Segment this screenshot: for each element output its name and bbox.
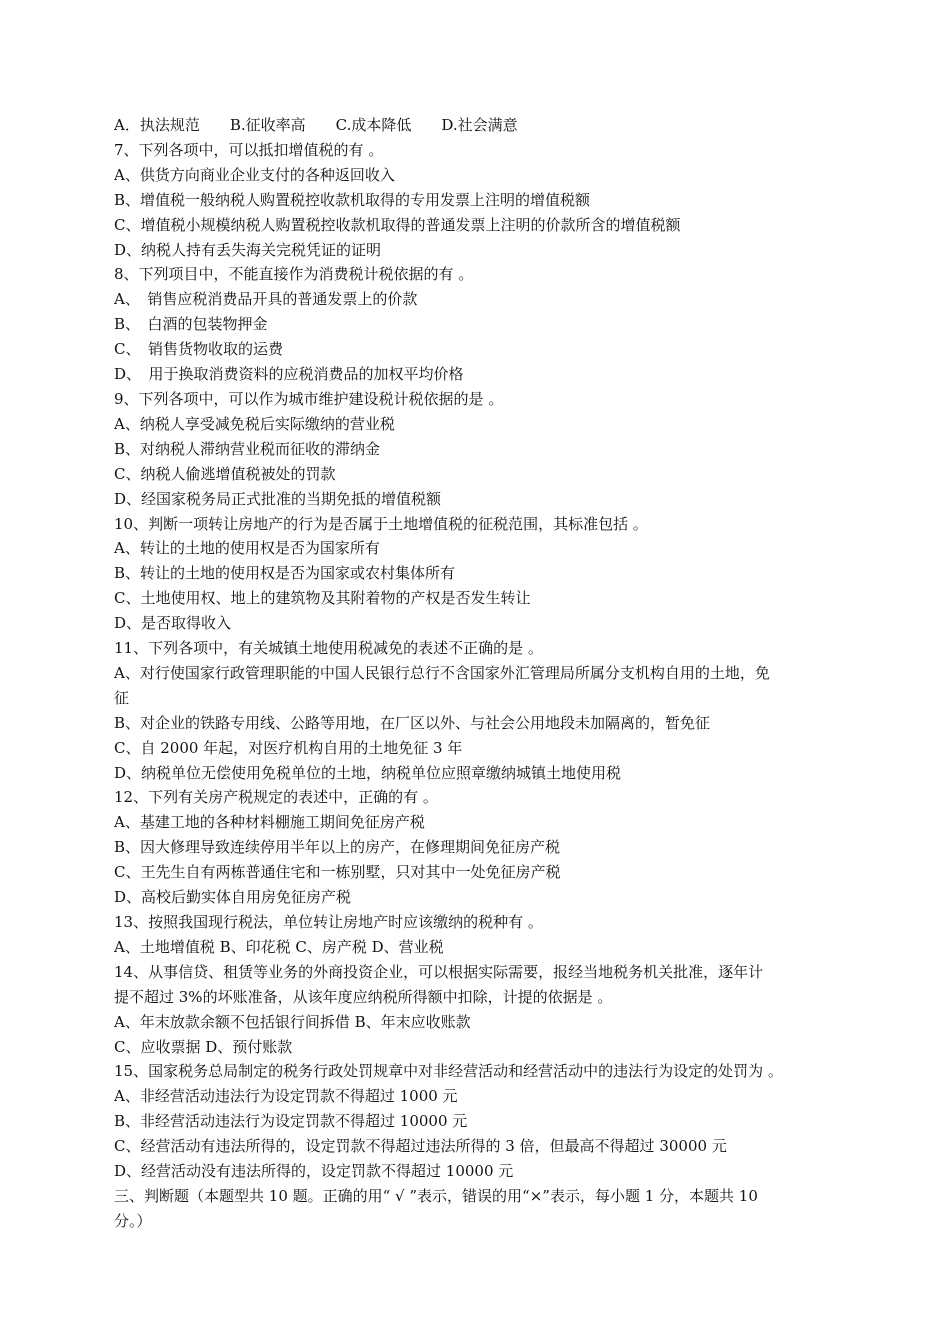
q7-option-d: D、纳税人持有丢失海关完税凭证的证明 xyxy=(114,240,382,259)
question-14: 14、从事信贷、租赁等业务的外商投资企业，可以根据实际需要，报经当地税务机关批准，逐年计 xyxy=(114,962,764,981)
q8-option-a: A、 销售应税消费品开具的普通发票上的价款 xyxy=(114,290,418,309)
q8-option-c: C、 销售货物收取的运费 xyxy=(114,340,283,359)
q9-option-b: B、对纳税人滞纳营业税而征收的滞纳金 xyxy=(114,439,381,458)
q12-option-d: D、高校后勤实体自用房免征房产税 xyxy=(114,888,352,907)
question-12: 12、下列有关房产税规定的表述中，正确的有 。 xyxy=(114,788,438,807)
question-14-continued: 提不超过 3%的坏账准备，从该年度应纳税所得额中扣除，计提的依据是 。 xyxy=(114,987,613,1006)
section-3-heading: 三、判断题（本题型共 10 题。正确的用“ √ ”表示，错误的用“×”表示，每小题 1 分，本题共 10 xyxy=(114,1186,758,1205)
question-9: 9、下列各项中，可以作为城市维护建设税计税依据的是 。 xyxy=(114,389,504,408)
q12-option-a: A、基建工地的各种材料棚施工期间免征房产税 xyxy=(114,813,425,832)
q9-option-c: C、纳税人偷逃增值税被处的罚款 xyxy=(114,464,336,483)
q14-options-cd: C、应收票据 D、预付账款 xyxy=(114,1037,293,1056)
q11-option-a: A、对行使国家行政管理职能的中国人民银行总行不含国家外汇管理局所属分支机构自用的土地，免 xyxy=(114,663,770,682)
q15-option-c: C、经营活动有违法所得的，设定罚款不得超过违法所得的 3 倍，但最高不得超过 30000 元 xyxy=(114,1137,727,1156)
q9-option-a: A、纳税人享受减免税后实际缴纳的营业税 xyxy=(114,414,395,433)
question-11: 11、下列各项中，有关城镇土地使用税减免的表述不正确的是 。 xyxy=(114,639,543,658)
q11-option-c: C、自 2000 年起，对医疗机构自用的土地免征 3 年 xyxy=(114,738,463,757)
q11-option-a-continued: 征 xyxy=(114,688,130,707)
question-10: 10、判断一项转让房地产的行为是否属于土地增值税的征税范围，其标准包括 。 xyxy=(114,514,648,533)
q9-option-d: D、经国家税务局正式批准的当期免抵的增值税额 xyxy=(114,489,442,508)
q7-option-a: A、供货方向商业企业支付的各种返回收入 xyxy=(114,165,395,184)
q10-option-b: B、转让的土地的使用权是否为国家或农村集体所有 xyxy=(114,564,456,583)
section-3-heading-continued: 分。） xyxy=(114,1211,152,1230)
q8-option-d: D、 用于换取消费资料的应税消费品的加权平均价格 xyxy=(114,365,464,384)
q8-option-b: B、 白酒的包装物押金 xyxy=(114,315,268,334)
question-13: 13、按照我国现行税法，单位转让房地产时应该缴纳的税种有 。 xyxy=(114,913,543,931)
q12-option-c: C、王先生自有两栋普通住宅和一栋别墅，只对其中一处免征房产税 xyxy=(114,863,561,882)
q10-option-c: C、土地使用权、地上的建筑物及其附着物的产权是否发生转让 xyxy=(114,589,531,608)
q10-option-d: D、是否取得收入 xyxy=(114,614,232,633)
answer-options-q6: A．执法规范 B.征收率高 C.成本降低 D.社会满意 xyxy=(114,116,518,134)
q7-option-b: B、增值税一般纳税人购置税控收款机取得的专用发票上注明的增值税额 xyxy=(114,190,591,209)
q15-option-d: D、经营活动没有违法所得的，设定罚款不得超过 10000 元 xyxy=(114,1162,514,1181)
q11-option-d: D、纳税单位无偿使用免税单位的土地，纳税单位应照章缴纳城镇土地使用税 xyxy=(114,763,622,782)
q11-option-b: B、对企业的铁路专用线、公路等用地，在厂区以外、与社会公用地段未加隔离的，暂免征 xyxy=(114,713,711,732)
q15-option-a: A、非经营活动违法行为设定罚款不得超过 1000 元 xyxy=(114,1087,458,1106)
document-body xyxy=(114,113,854,1234)
q12-option-b: B、因大修理导致连续停用半年以上的房产，在修理期间免征房产税 xyxy=(114,838,561,857)
q7-option-c: C、增值税小规模纳税人购置税控收款机取得的普通发票上注明的价款所含的增值税额 xyxy=(114,215,681,234)
q14-options-ab: A、年末放款余额不包括银行间拆借 B、年末应收账款 xyxy=(114,1012,471,1031)
question-8: 8、下列项目中，不能直接作为消费税计税依据的有 。 xyxy=(114,265,474,284)
question-15: 15、国家税务总局制定的税务行政处罚规章中对非经营活动和经营活动中的违法行为设定的处罚为 。 xyxy=(114,1062,783,1081)
q10-option-a: A、转让的土地的使用权是否为国家所有 xyxy=(114,539,380,558)
q15-option-b: B、非经营活动违法行为设定罚款不得超过 10000 元 xyxy=(114,1112,468,1131)
question-7: 7、下列各项中，可以抵扣增值税的有 。 xyxy=(114,140,384,159)
q13-options: A、土地增值税 B、印花税 C、房产税 D、营业税 xyxy=(114,937,444,956)
